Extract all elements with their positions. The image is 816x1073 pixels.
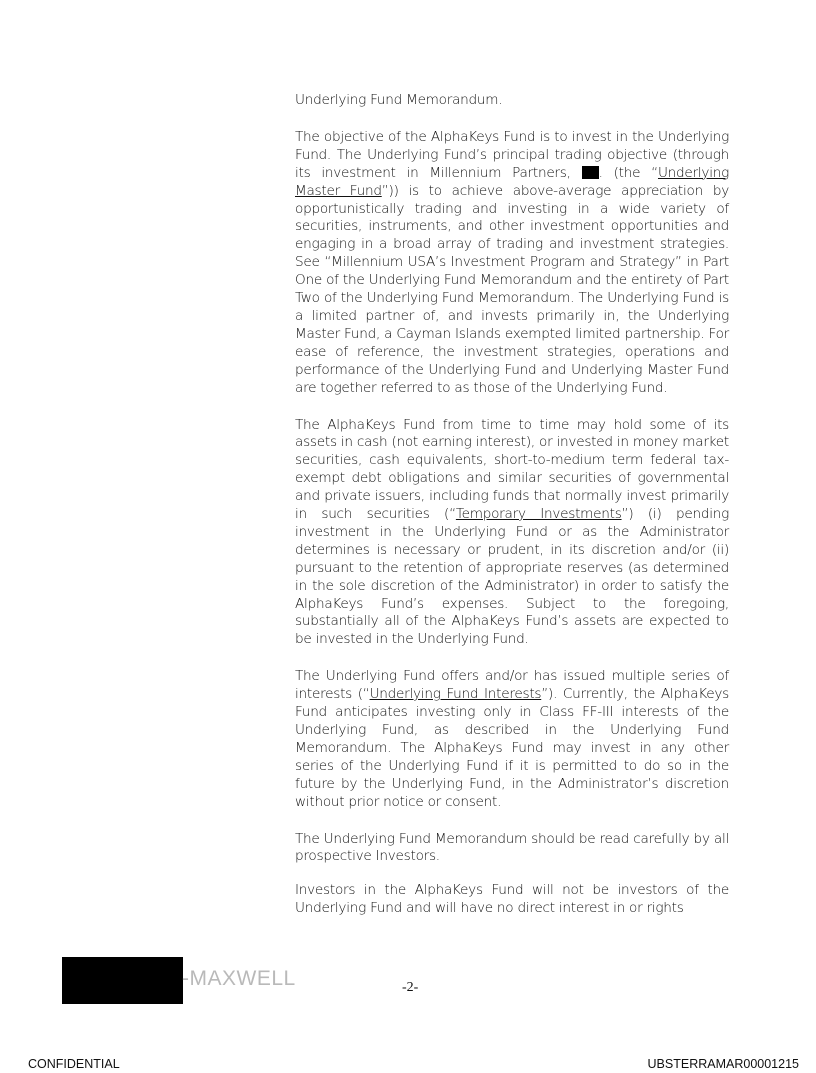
paragraph-text: The objective of the AlphaKeys Fund is to invest in the Underlying Fund. The Underlying Fund’s principal trading objective (through its investment in Millennium Partners, (295, 128, 729, 181)
paragraph-text: The Underlying Fund Memorandum should be read carefully by all prospective Investors. (295, 830, 729, 865)
paragraph-text: ”)) is to achieve above-average appreciation by opportunistically trading and investing in a wide variety of securities, instruments, and other investment opportunities and engaging in a broad array of trading and investment strategies. See “Millennium USA’s Investment Program and Strategy” in Part One of the Underlying Fund Memorandum and the entirety of Part Two of the Underlying Fund Memorandum. The Underlying Fund is a limited partner of, and invests primarily in, the Underlying Master Fund, a Cayman Islands exempted limited partnership. For ease of reference, the investment strategies, operations and performance of the Underlying Fund and Underlying Master Fund are together referred to as those of the Underlying Fund. (295, 182, 729, 396)
defined-term-underlying-fund-interests: Underlying Fund Interests (369, 686, 542, 703)
bates-number: UBSTERRAMAR00001215 (647, 1057, 799, 1071)
inline-redaction (582, 166, 599, 179)
defined-term-underlying-master-fund: Underlying Master Fund (295, 164, 730, 199)
paragraph-text: . (the “ (598, 164, 658, 181)
paragraph-text: Investors in the AlphaKeys Fund will not be investors of the Underlying Fund and will have no direct interest in or rights (295, 882, 729, 917)
confidential-label: CONFIDENTIAL (28, 1057, 120, 1071)
paragraph-text: The Underlying Fund offers and/or has issued multiple series of interests (“ (295, 668, 729, 703)
paragraph-interests (295, 668, 729, 811)
paragraph-intro (295, 92, 729, 110)
paragraph-cash-holdings (295, 417, 729, 650)
paragraph-text: ”). Currently, the AlphaKeys Fund anticipates investing only in Class FF-III interests of the Underlying Fund, as described in the Underlying Fund Memorandum. The AlphaKeys Fund may invest in any other series of the Underlying Fund if it is permitted to do so in the future by the Underlying Fund, in the Administrator’s discretion without prior notice or consent. (295, 686, 729, 810)
paragraph-objective (295, 129, 729, 398)
paragraph-text: ”) (i) pending investment in the Underlying Fund or as the Administrator determines is necessary or prudent, in its discretion and/or (ii) pursuant to the retention of appropriate reserves (as determined in the sole discretion of the Administrator) in order to satisfy the AlphaKeys Fund’s expenses. Subject to the foregoing, substantially all of the AlphaKeys Fund’s assets are expected to be invested in the Underlying Fund. (295, 506, 729, 648)
footer-name-fragment: -MAXWELL (182, 967, 296, 990)
document-body (295, 92, 729, 937)
paragraph-text: Underlying Fund Memorandum. (295, 92, 503, 108)
defined-term-temporary-investments: Temporary Investments (455, 506, 622, 523)
footer-redaction-block (62, 957, 183, 1004)
page-number: -2- (402, 980, 419, 995)
paragraph-read-carefully (295, 831, 729, 867)
paragraph-investors (295, 882, 729, 918)
paragraph-text: The AlphaKeys Fund from time to time may hold some of its assets in cash (not earning interest), or invested in money market securities, cash equivalents, short-to-medium term federal tax-exempt debt obligations and similar securities of governmental and private issuers, including funds that normally invest primarily in such securities (“ (295, 416, 729, 523)
